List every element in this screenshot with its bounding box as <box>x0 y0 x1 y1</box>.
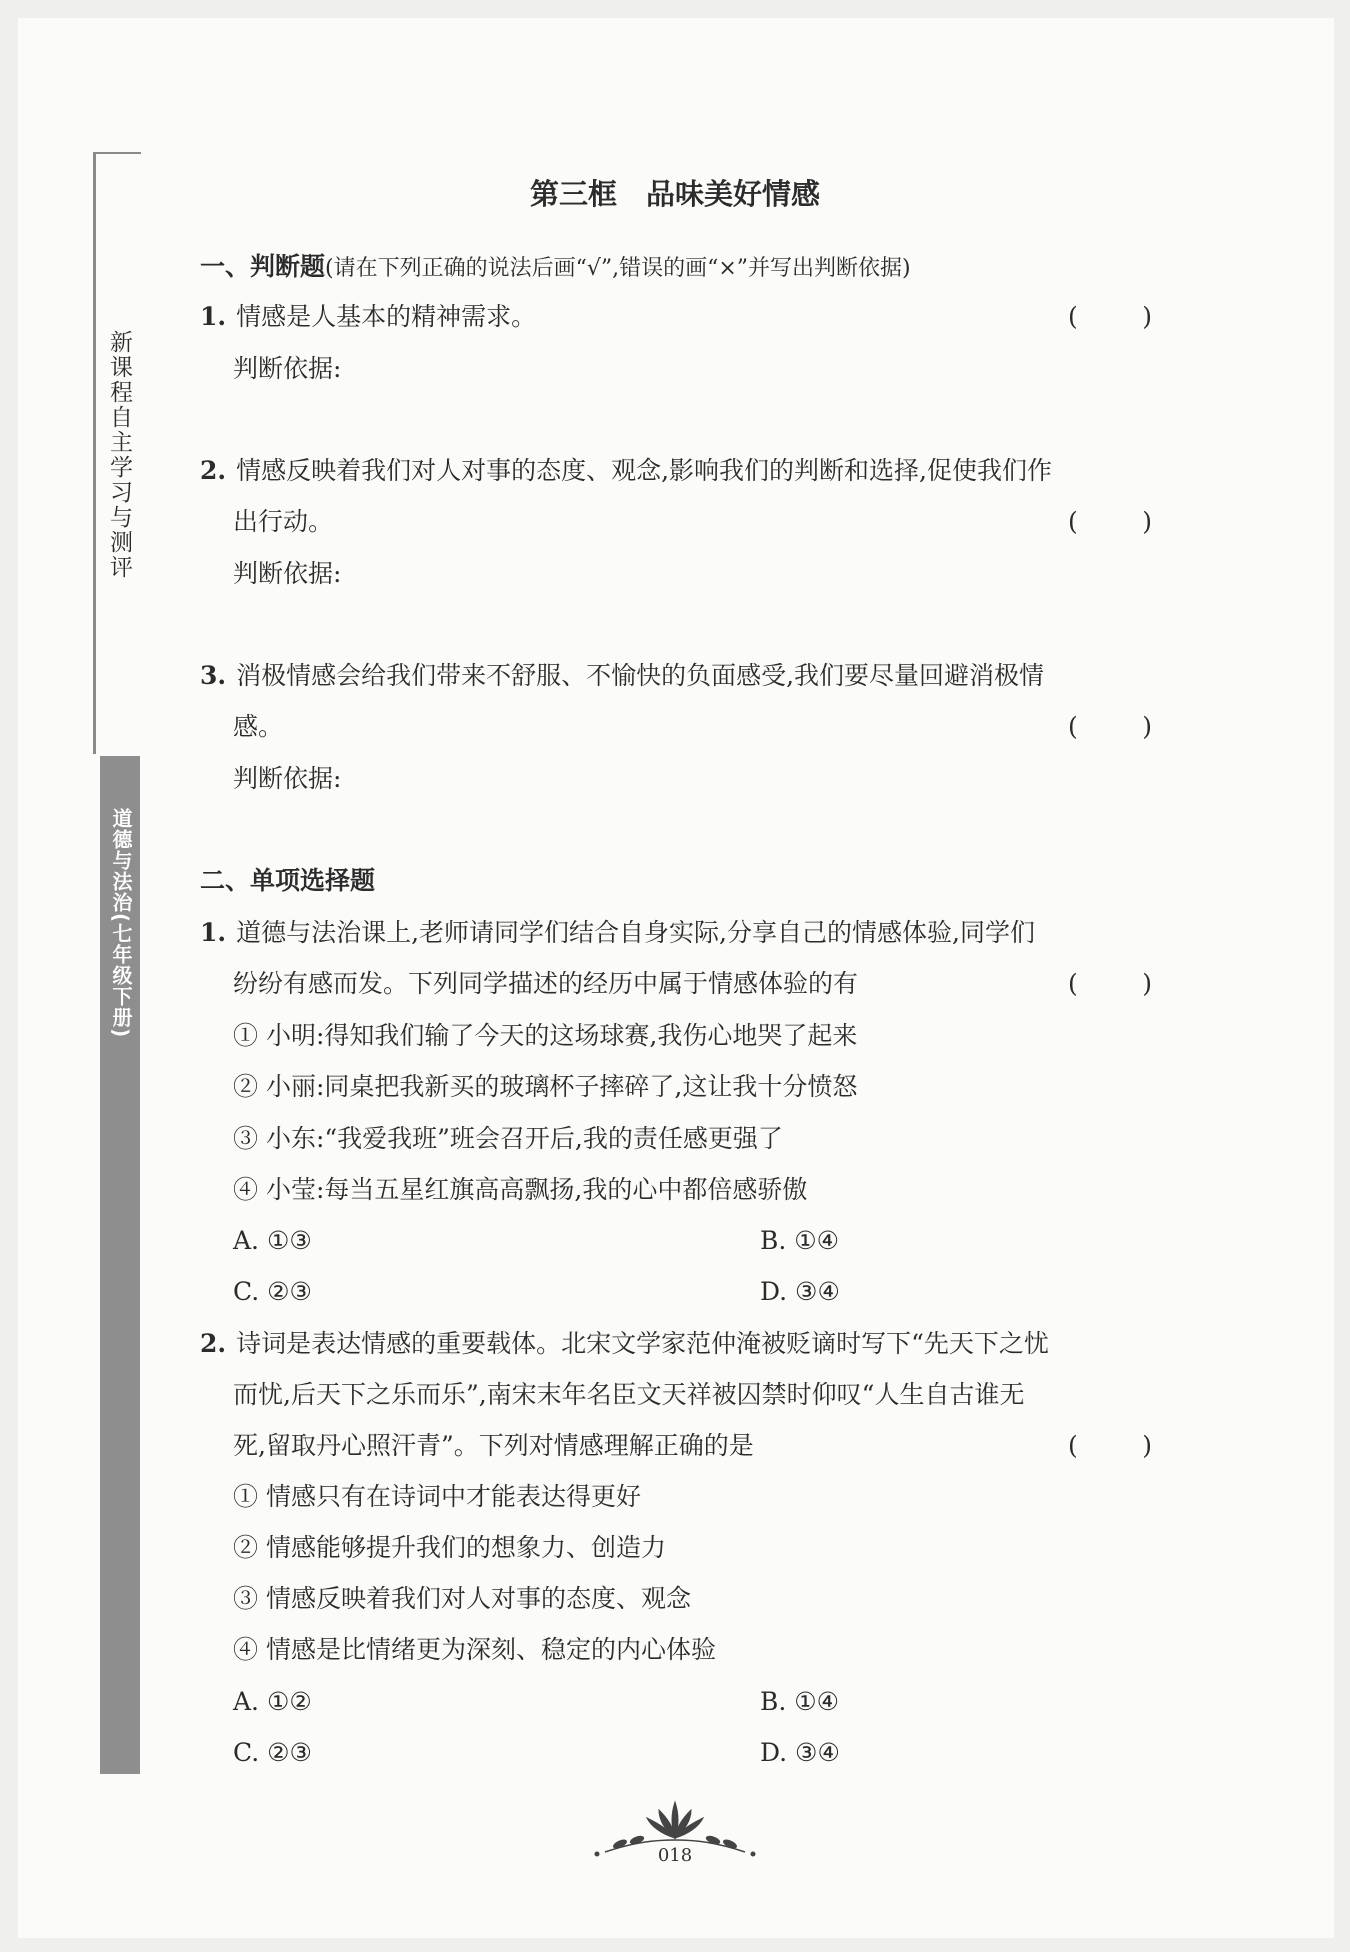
option-c[interactable]: C. ②③ <box>233 1738 312 1767</box>
page-title: 第三框 品味美好情感 <box>529 177 820 211</box>
question-text-continued: 感。 <box>233 712 284 741</box>
answer-blank[interactable]: ( ) <box>1068 302 1152 331</box>
question-text-continued: 纷纷有感而发。下列同学描述的经历中属于情感体验的有 <box>233 969 859 998</box>
question-text-continued: 死,留取丹心照汗青”。下列对情感理解正确的是 <box>233 1431 754 1460</box>
judgment-basis-label: 判断依据: <box>233 559 342 588</box>
statement-item: ④ 小莹:每当五星红旗高高飘扬,我的心中都倍感骄傲 <box>233 1175 808 1204</box>
question-text-continued: 而忧,后天下之乐而乐”,南宋末年名臣文天祥被囚禁时仰叹“人生自古谁无 <box>233 1380 1025 1409</box>
statement-item: ① 情感只有在诗词中才能表达得更好 <box>233 1482 641 1511</box>
side-tab-series: 新课程自主学习与测评 <box>106 330 132 580</box>
question-number: 1. <box>200 302 227 331</box>
tf-question-1 <box>200 300 536 334</box>
side-tab-subject: 道德与法治(七年级下册) <box>109 808 133 1039</box>
judgment-basis-label: 判断依据: <box>233 354 342 383</box>
section-1-heading-line <box>200 250 911 286</box>
question-number: 1. <box>200 918 227 947</box>
statement-item: ④ 情感是比情绪更为深刻、稳定的内心体验 <box>233 1635 716 1664</box>
answer-blank[interactable]: ( ) <box>1068 1431 1152 1460</box>
option-a[interactable]: A. ①② <box>233 1687 312 1716</box>
option-d[interactable]: D. ③④ <box>760 1277 840 1306</box>
statement-item: ② 小丽:同桌把我新买的玻璃杯子摔碎了,这让我十分愤怒 <box>233 1072 858 1101</box>
question-text-continued: 出行动。 <box>233 507 334 536</box>
question-number: 2. <box>200 1329 227 1358</box>
statement-item: ③ 情感反映着我们对人对事的态度、观念 <box>233 1584 691 1613</box>
mc-question-2 <box>200 1327 1049 1361</box>
section-1-instruction: (请在下列正确的说法后画“√”,错误的画“×”并写出判断依据) <box>325 256 911 281</box>
answer-blank[interactable]: ( ) <box>1068 507 1152 536</box>
question-text: 消极情感会给我们带来不舒服、不愉快的负面感受,我们要尽量回避消极情 <box>236 661 1045 690</box>
option-b[interactable]: B. ①④ <box>760 1226 840 1255</box>
tf-question-3 <box>200 659 1044 693</box>
option-c[interactable]: C. ②③ <box>233 1277 312 1306</box>
section-1-heading: 一、判断题 <box>200 252 326 281</box>
option-b[interactable]: B. ①④ <box>760 1687 840 1716</box>
question-text: 情感是人基本的精神需求。 <box>236 302 537 331</box>
answer-blank[interactable]: ( ) <box>1068 969 1152 998</box>
answer-blank[interactable]: ( ) <box>1068 712 1152 741</box>
question-number: 3. <box>200 661 227 690</box>
option-d[interactable]: D. ③④ <box>760 1738 840 1767</box>
section-2-heading: 二、单项选择题 <box>200 866 376 895</box>
question-text: 道德与法治课上,老师请同学们结合自身实际,分享自己的情感体验,同学们 <box>236 918 1035 947</box>
question-number: 2. <box>200 456 227 485</box>
question-text: 情感反映着我们对人对事的态度、观念,影响我们的判断和选择,促使我们作 <box>236 456 1053 485</box>
mc-question-1 <box>200 916 1035 950</box>
page-number: 018 <box>657 1845 693 1866</box>
question-text: 诗词是表达情感的重要载体。北宋文学家范仲淹被贬谪时写下“先天下之忧 <box>236 1329 1049 1358</box>
statement-item: ① 小明:得知我们输了今天的这场球赛,我伤心地哭了起来 <box>233 1021 858 1050</box>
statement-item: ② 情感能够提升我们的想象力、创造力 <box>233 1533 666 1562</box>
statement-item: ③ 小东:“我爱我班”班会召开后,我的责任感更强了 <box>233 1124 783 1153</box>
tf-question-2 <box>200 454 1052 488</box>
judgment-basis-label: 判断依据: <box>233 764 342 793</box>
option-a[interactable]: A. ①③ <box>233 1226 312 1255</box>
